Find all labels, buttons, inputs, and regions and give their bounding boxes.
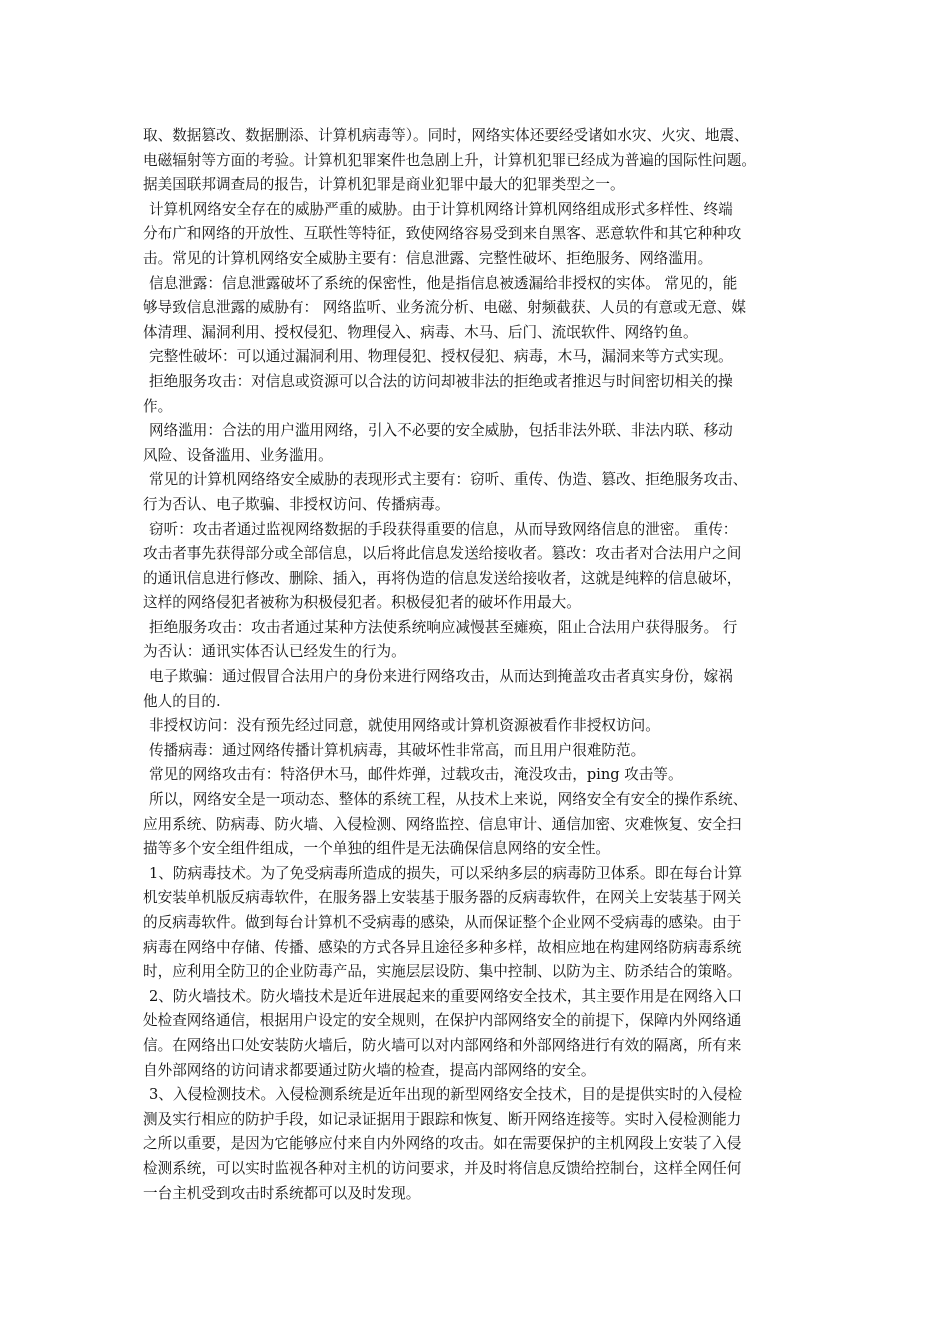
text-line: 够导致信息泄露的威胁有： 网络监听、业务流分析、电磁、射频截获、人员的有意或无意、媒 xyxy=(143,299,746,317)
text-line: 处检查网络通信，根据用户设定的安全规则，在保护内部网络安全的前提下，保障内外网络通 xyxy=(143,1012,742,1030)
text-line: 2、防火墙技术。防火墙技术是近年进展起来的重要网络安全技术，其主要作用是在网络入口 xyxy=(149,987,743,1005)
text-line: 取、数据篡改、数据删添、计算机病毒等）。同时，网络实体还要经受诸如水灾、火灾、地震、 xyxy=(143,127,749,144)
text-line: 据美国联邦调查局的报告，计算机犯罪是商业犯罪中最大的犯罪类型之一。 xyxy=(143,176,625,194)
text-line: 的通讯信息进行修改、删除、插入，再将伪造的信息发送给接收者，这就是纯粹的信息破坏， xyxy=(143,569,742,587)
text-line: 完整性破坏：可以通过漏洞利用、物理侵犯、授权侵犯、病毒，木马，漏洞来等方式实现。 xyxy=(149,348,733,366)
text-line: 窃听：攻击者通过监视网络数据的手段获得重要的信息，从而导致网络信息的泄密。 重传： xyxy=(149,520,738,538)
text-line: 1、防病毒技术。为了免受病毒所造成的损失，可以采纳多层的病毒防卫体系。即在每台计算 xyxy=(149,864,743,882)
text-line: 常见的计算机网络络安全威胁的表现形式主要有：窃听、重传、伪造、篡改、拒绝服务攻击、 xyxy=(149,471,748,489)
text-line: 之所以重要，是因为它能够应付来自内外网络的攻击。如在需要保护的主机网段上安装了入侵 xyxy=(143,1135,742,1153)
text-line: 传播病毒：通过网络传播计算机病毒，其破坏性非常高，而且用户很难防范。 xyxy=(149,741,646,759)
text-line: 为否认：通讯实体否认已经发生的行为。 xyxy=(143,643,406,661)
text-line: 他人的目的. xyxy=(143,692,221,710)
text-line: 常见的网络攻击有：特洛伊木马，邮件炸弹，过载攻击，淹没攻击，ping 攻击等。 xyxy=(149,766,683,784)
text-line: 测及实行相应的防护手段，如记录证据用于跟踪和恢复、断开网络连接等。实时入侵检测能力 xyxy=(143,1110,742,1128)
text-line: 拒绝服务攻击：对信息或资源可以合法的访问却被非法的拒绝或者推迟与时间密切相关的操 xyxy=(149,372,733,390)
text-line: 风险、设备滥用、业务滥用。 xyxy=(143,446,333,464)
text-line: 一台主机受到攻击时系统都可以及时发现。 xyxy=(143,1184,421,1202)
text-line: 攻击者事先获得部分或全部信息，以后将此信息发送给接收者。篡改：攻击者对合法用户之间 xyxy=(143,545,742,563)
text-line: 体清理、漏洞利用、授权侵犯、物理侵入、病毒、木马、后门、流氓软件、网络钓鱼。 xyxy=(143,323,698,341)
text-line: 电磁辐射等方面的考验。计算机犯罪案件也急剧上升，计算机犯罪已经成为普遍的国际性问题。 xyxy=(143,151,756,169)
text-line: 非授权访问：没有预先经过同意，就使用网络或计算机资源被看作非授权访问。 xyxy=(149,717,660,735)
text-line: 计算机网络安全存在的威胁严重的威胁。由于计算机网络计算机网络组成形式多样性、终端 xyxy=(149,200,733,218)
text-line: 的反病毒软件。做到每台计算机不受病毒的感染，从而保证整个企业网不受病毒的感染。由于 xyxy=(143,914,742,931)
text-line: 信。在网络出口处安装防火墙后，防火墙可以对内部网络和外部网络进行有效的隔离，所有来 xyxy=(143,1036,742,1054)
text-line: 描等多个安全组件组成，一个单独的组件是无法确保信息网络的安全性。 xyxy=(143,840,611,858)
text-line: 病毒在网络中存储、传播、感染的方式各异且途径多种多样，故相应地在构建网络防病毒系统 xyxy=(143,938,742,956)
text-line: 时，应利用全防卫的企业防毒产品，实施层层设防、集中控制、以防为主、防杀结合的策略。 xyxy=(143,963,742,981)
text-line: 网络滥用：合法的用户滥用网络，引入不必要的安全威胁，包括非法外联、非法内联、移动 xyxy=(149,422,733,440)
text-line: 自外部网络的访问请求都要通过防火墙的检查，提高内部网络的安全。 xyxy=(143,1061,596,1079)
text-line: 3、入侵检测技术。入侵检测系统是近年出现的新型网络安全技术，目的是提供实时的入侵检 xyxy=(149,1086,743,1104)
text-line: 所以，网络安全是一项动态、整体的系统工程，从技术上来说，网络安全有安全的操作系统、 xyxy=(149,791,748,809)
text-line: 分布广和网络的开放性、互联性等特征，致使网络容易受到来自黑客、恶意软件和其它种种攻 xyxy=(143,225,742,243)
text-line: 这样的网络侵犯者被称为积极侵犯者。积极侵犯者的破坏作用最大。 xyxy=(143,594,581,612)
text-line: 机安装单机版反病毒软件，在服务器上安装基于服务器的反病毒软件，在网关上安装基于网关 xyxy=(143,889,742,907)
text-line: 行为否认、电子欺骗、非授权访问、传播病毒。 xyxy=(143,495,450,513)
text-line: 电子欺骗：通过假冒合法用户的身份来进行网络攻击，从而达到掩盖攻击者真实身份，嫁祸 xyxy=(149,668,733,686)
text-line: 作。 xyxy=(143,397,173,415)
text-line: 击。常见的计算机网络安全威胁主要有：信息泄露、完整性破坏、拒绝服务、网络滥用。 xyxy=(143,249,713,267)
text-line: 应用系统、防病毒、防火墙、入侵检测、网络监控、信息审计、通信加密、灾难恢复、安全扫 xyxy=(143,815,742,833)
text-line: 拒绝服务攻击：攻击者通过某种方法使系统响应减慢甚至瘫痪，阻止合法用户获得服务。 行 xyxy=(149,618,738,636)
text-line: 检测系统，可以实时监视各种对主机的访问要求，并及时将信息反馈给控制台，这样全网任何 xyxy=(143,1159,742,1177)
document-body xyxy=(143,124,815,1206)
text-line: 信息泄露：信息泄露破坏了系统的保密性，他是指信息被透漏给非授权的实体。 常见的，能 xyxy=(149,274,738,292)
